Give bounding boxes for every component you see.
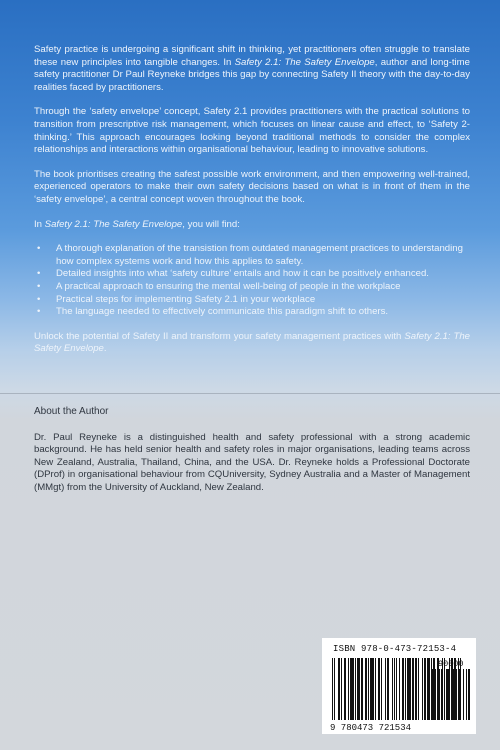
- barcode-bar: [334, 658, 335, 720]
- barcode-bar: [355, 658, 356, 720]
- blurb-text: , you will find:: [182, 218, 240, 230]
- barcode-bar: [427, 658, 430, 720]
- isbn-barcode: [322, 638, 476, 734]
- feature-list-item: [34, 306, 470, 319]
- feature-list-item: [34, 294, 470, 307]
- barcode-bar: [394, 658, 395, 720]
- section-divider: [0, 393, 500, 394]
- barcode-bar: [368, 658, 369, 720]
- feature-list-item: [34, 243, 470, 268]
- barcode-bar: [396, 658, 397, 720]
- barcode-bar: [463, 669, 464, 720]
- barcode-graphic: [328, 656, 470, 732]
- feature-list-item: [34, 281, 470, 294]
- book-title-italic: Safety 2.1: The Safety Envelope: [34, 330, 471, 355]
- barcode-bar: [341, 658, 342, 720]
- barcode-bar: [402, 658, 404, 720]
- barcode-bar: [361, 658, 363, 720]
- blurb-paragraph-2: Through the ‘safety envelope’ concept, Safety 2.1 provides practitioners with the practical solutions to transition from prescriptive risk management, which focuses on linear cause and effect, to ‘Safety 2-thinking.’ This approach encourages looking beyond traditional methods to consider the complex relationships and interactions within organisational behaviour, leading to innovative solutions.: [34, 106, 470, 156]
- bullet-icon: •: [37, 280, 41, 292]
- barcode-bar: [407, 658, 411, 720]
- barcode-bar: [451, 669, 452, 720]
- feature-list-item: [34, 268, 470, 281]
- barcode-bar: [381, 658, 382, 720]
- author-bio: Dr. Paul Reyneke is a distinguished health and safety professional with a strong academic background. He has held senior health and safety roles in major organisations, leading teams across New Zealand, Australia, Thailand, China, and the USA. Dr. Reyneke holds a Professional Doctorate (DProf) in organisational behaviour from CQUniversity, Sydney Australia and a Master of Management (MMgt) from the University of Auckland, New Zealand.: [34, 431, 470, 493]
- feature-text: The language needed to effectively communicate this paradigm shift to others.: [56, 306, 389, 318]
- barcode-bar: [332, 658, 333, 720]
- blurb-closing: [34, 331, 470, 356]
- barcode-bar: [387, 658, 389, 720]
- blurb-text: .: [103, 343, 107, 355]
- blurb-text: Safety practice is undergoing a significant shift in thinking, yet practitioners often struggle to translate these new principles into tangible changes. In: [34, 44, 470, 68]
- barcode-bar: [444, 669, 445, 720]
- barcode-bar: [350, 658, 354, 720]
- barcode-bar: [399, 658, 400, 720]
- feature-text: Practical steps for implementing Safety 2.1 in your workplace: [56, 293, 316, 305]
- bullet-icon: •: [37, 306, 41, 318]
- barcode-bar: [446, 669, 449, 720]
- barcode-bar: [348, 658, 349, 720]
- book-title-italic: Safety 2.1: The Safety Envelope: [234, 56, 375, 68]
- barcode-bar: [357, 658, 360, 720]
- barcode-bar: [422, 658, 423, 720]
- blurb-text: , author and long-time safety practitioner Dr Paul Reyneke bridges this gap by connecting Safety II theory with the day-to-day realities faced by practitioners.: [34, 56, 470, 93]
- barcode-bar: [375, 658, 376, 720]
- barcode-bar: [431, 658, 432, 720]
- barcode-bar: [365, 658, 367, 720]
- barcode-bar: [424, 658, 426, 720]
- barcode-bar: [378, 658, 380, 720]
- barcode-bar: [434, 669, 436, 720]
- barcode-bar: [453, 669, 455, 720]
- barcode-bar: [418, 658, 419, 720]
- feature-text: A practical approach to ensuring the mental well-being of people in the workplace: [56, 280, 401, 292]
- bullet-icon: •: [37, 293, 41, 305]
- blurb-paragraph-1: [34, 44, 470, 94]
- about-author-heading: About the Author: [34, 406, 109, 417]
- barcode-bar: [468, 669, 470, 720]
- addon-bars: [432, 669, 470, 720]
- feature-list: [34, 243, 470, 319]
- bullet-icon: •: [37, 243, 41, 255]
- barcode-bar: [415, 658, 417, 720]
- barcode-bar: [412, 658, 414, 720]
- barcode-bar: [456, 669, 457, 720]
- barcode-bar: [405, 658, 406, 720]
- bullet-icon: •: [37, 268, 41, 280]
- blurb-text: In: [34, 218, 45, 230]
- blurb-text: Unlock the potential of Safety II and transform your safety management practices with: [34, 330, 405, 342]
- ean-digits: 9 780473 721534: [330, 723, 412, 732]
- cover-blurb: [34, 44, 470, 368]
- blurb-paragraph-3: The book prioritises creating the safest possible work environment, and then empowering well-trained, experienced operators to make their own safety decisions based on what is in front of them in the ‘safety envelope’, a central concept woven throughout the book.: [34, 168, 470, 205]
- barcode-bar: [466, 669, 467, 720]
- book-title-italic: Safety 2.1: The Safety Envelope: [44, 218, 183, 230]
- barcode-bar: [432, 669, 433, 720]
- isbn-label: ISBN 978-0-473-72153-4: [333, 644, 457, 654]
- barcode-bar: [370, 658, 374, 720]
- barcode-bar: [437, 669, 440, 720]
- barcode-bar: [338, 658, 340, 720]
- barcode-bar: [392, 658, 393, 720]
- barcode-bar: [441, 669, 442, 720]
- barcode-bar: [458, 669, 460, 720]
- feature-text: Detailed insights into what ‘safety culture’ entails and how it can be positively enhanced.: [56, 268, 429, 280]
- barcode-bar: [344, 658, 346, 720]
- addon-digits: 90000: [438, 659, 464, 669]
- about-author-section: [34, 406, 470, 495]
- blurb-list-intro: [34, 219, 470, 232]
- barcode-bar: [385, 658, 386, 720]
- feature-text: A thorough explanation of the transistion from outdated management practices to understanding how complex systems work and how this applies to safety.: [56, 243, 463, 267]
